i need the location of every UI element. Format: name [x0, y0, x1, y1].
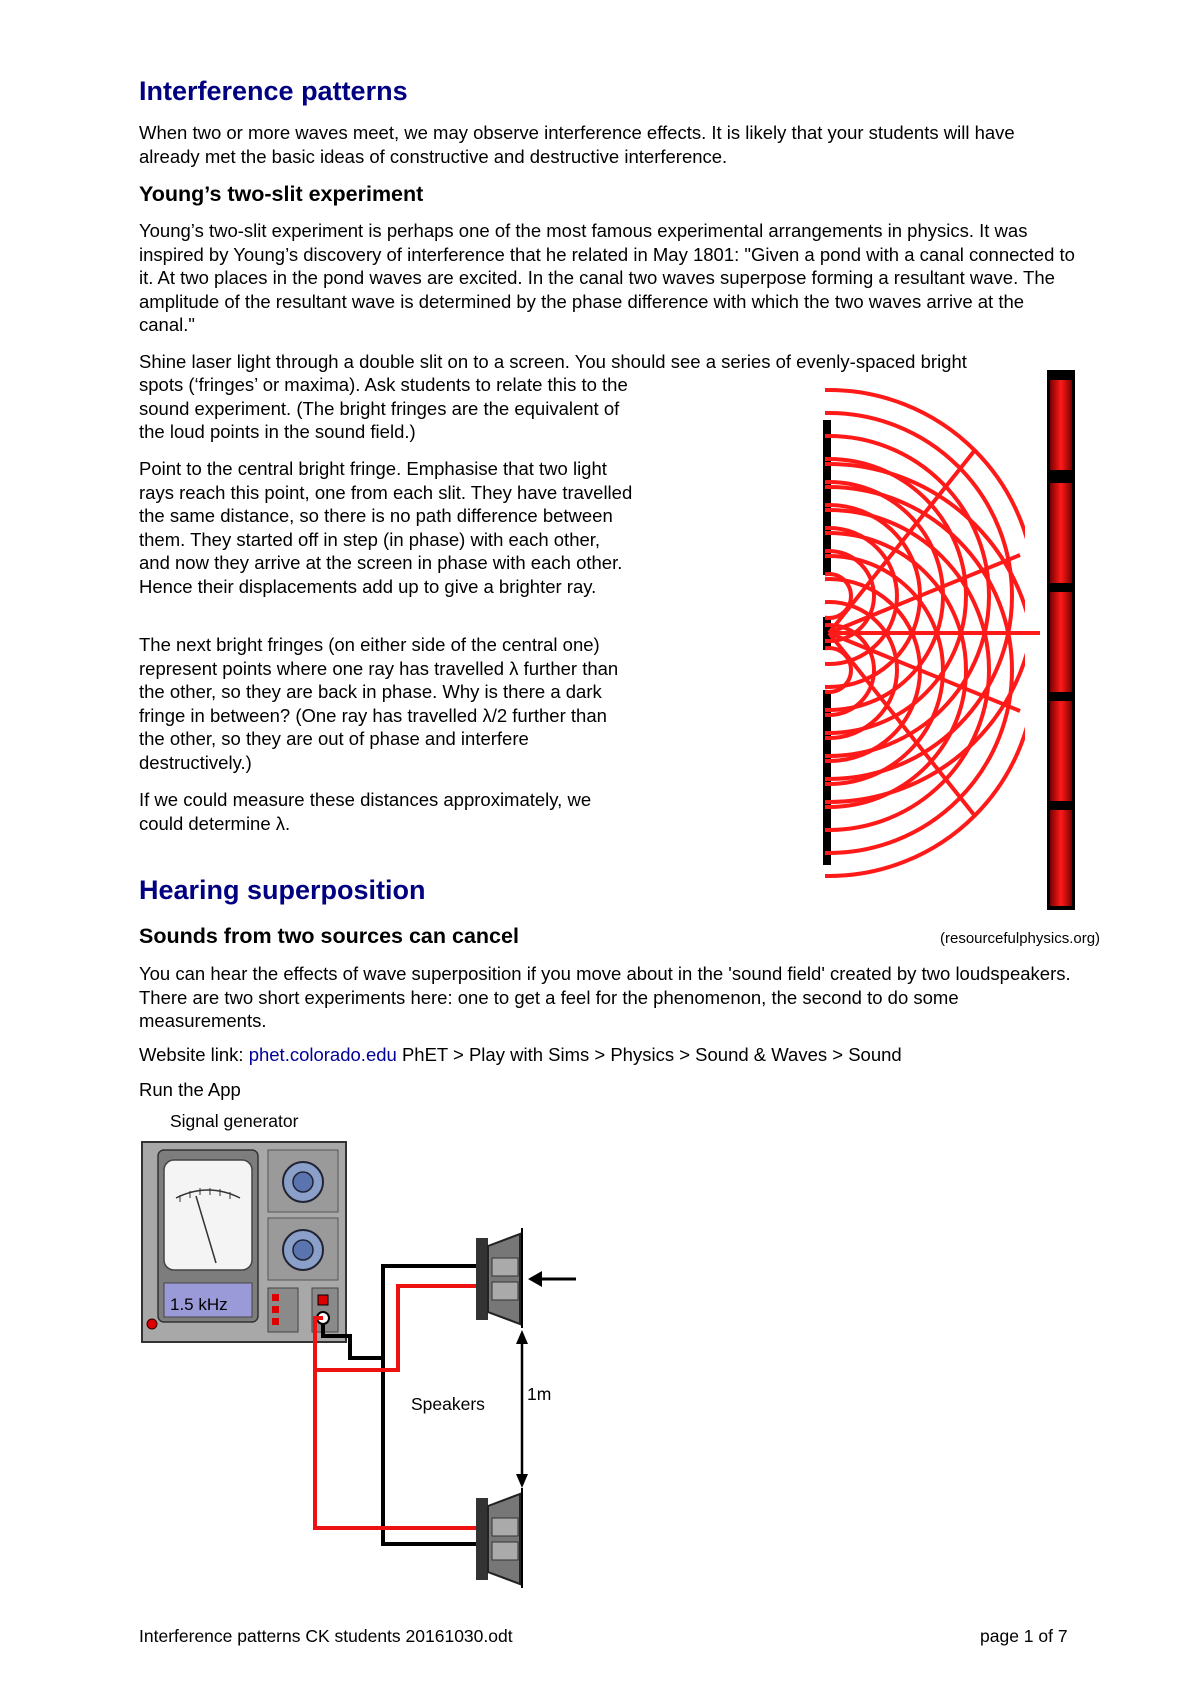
waveform-button[interactable]: [272, 1306, 279, 1313]
fringe: [1050, 701, 1072, 801]
laser-paragraph-line1: Shine laser light through a double slit on to a screen. You should see a series of evenly-spaced bright: [139, 351, 967, 372]
next-fringes-paragraph: The next bright fringes (on either side of the central one) represent points where one ray has travelled λ further than the other, so they are back in phase. Why is there a dark fringe in between? (One ray has travelled λ/2 further than the other, so they are out of phase and interfere destructively.): [139, 634, 619, 773]
laser-paragraph-rest: spots (‘fringes’ or maxima). Ask students to relate this to the sound experiment. (The bright fringes are the equivalent of the loud points in the sound field.): [139, 374, 628, 442]
credit-text: (resourcefulphysics.org): [940, 930, 1101, 947]
sounds-cancel-subheading: Sounds from two sources can cancel: [139, 924, 519, 948]
two-slit-diagram: [815, 370, 1095, 915]
signal-generator-label: Signal generator: [170, 1111, 299, 1131]
listener-arrow: [528, 1271, 576, 1287]
fringe: [1050, 810, 1072, 906]
terminal-red[interactable]: [318, 1295, 328, 1305]
waveform-button[interactable]: [272, 1294, 279, 1301]
speaker-top: [476, 1228, 522, 1328]
distance-arrow: [516, 1330, 528, 1488]
interference-rays: [829, 450, 1040, 816]
footer-filename: Interference patterns CK students 20161030.odt: [139, 1626, 513, 1646]
website-path: PhET > Play with Sims > Physics > Sound & Waves > Sound: [401, 1044, 902, 1065]
frequency-readout: 1.5 kHz: [170, 1295, 228, 1314]
fringe: [1050, 380, 1072, 470]
run-app-text: Run the App: [139, 1079, 241, 1100]
central-fringe-paragraph: Point to the central bright fringe. Emphasise that two light rays reach this point, one from each slit. They have travelled the same distance, so there is no path difference between them. They started off in step (in phase) with each other, and now they arrive at the screen in phase with each other. Hence their displacements add up to give a brighter ray.: [139, 458, 633, 597]
young-subheading: Young’s two-slit experiment: [139, 182, 424, 206]
speaker-bottom: [476, 1488, 522, 1588]
distance-label: 1m: [527, 1384, 552, 1404]
fringe: [1050, 483, 1072, 583]
measure-paragraph: If we could measure these distances approximately, we could determine λ.: [139, 789, 592, 834]
website-label: Website link:: [139, 1044, 244, 1065]
page-title: Interference patterns: [139, 76, 408, 106]
superposition-paragraph: You can hear the effects of wave superposition if you move about in the 'sound field' created by two loudspeakers. There are two short experiments here: one to get a feel for the phenomenon, the second to do some measurements.: [139, 963, 1071, 1031]
intro-paragraph: When two or more waves meet, we may observe interference effects. It is likely that your students will have already met the basic ideas of constructive and destructive interference.: [139, 122, 1015, 167]
power-light: [147, 1319, 157, 1329]
fringe: [1050, 592, 1072, 692]
speakers-label: Speakers: [411, 1394, 485, 1414]
hearing-superposition-heading: Hearing superposition: [139, 875, 426, 905]
meter-face: [164, 1160, 252, 1270]
website-line: [139, 1043, 1099, 1067]
speaker-setup-diagram: [140, 1138, 580, 1588]
website-link[interactable]: phet.colorado.edu: [248, 1044, 397, 1065]
young-paragraph: Young’s two-slit experiment is perhaps one of the most famous experimental arrangements in physics. It was inspired by Young’s discovery of interference that he related in May 1801: "Given a pond with a canal connected to it. At two places in the pond waves are excited. In the canal two waves superpose forming a resultant wave. The amplitude of the resultant wave is determined by the phase difference with which the two waves arrive at the canal.": [139, 220, 1075, 335]
footer-page-number: page 1 of 7: [980, 1626, 1068, 1646]
waveform-button[interactable]: [272, 1318, 279, 1325]
